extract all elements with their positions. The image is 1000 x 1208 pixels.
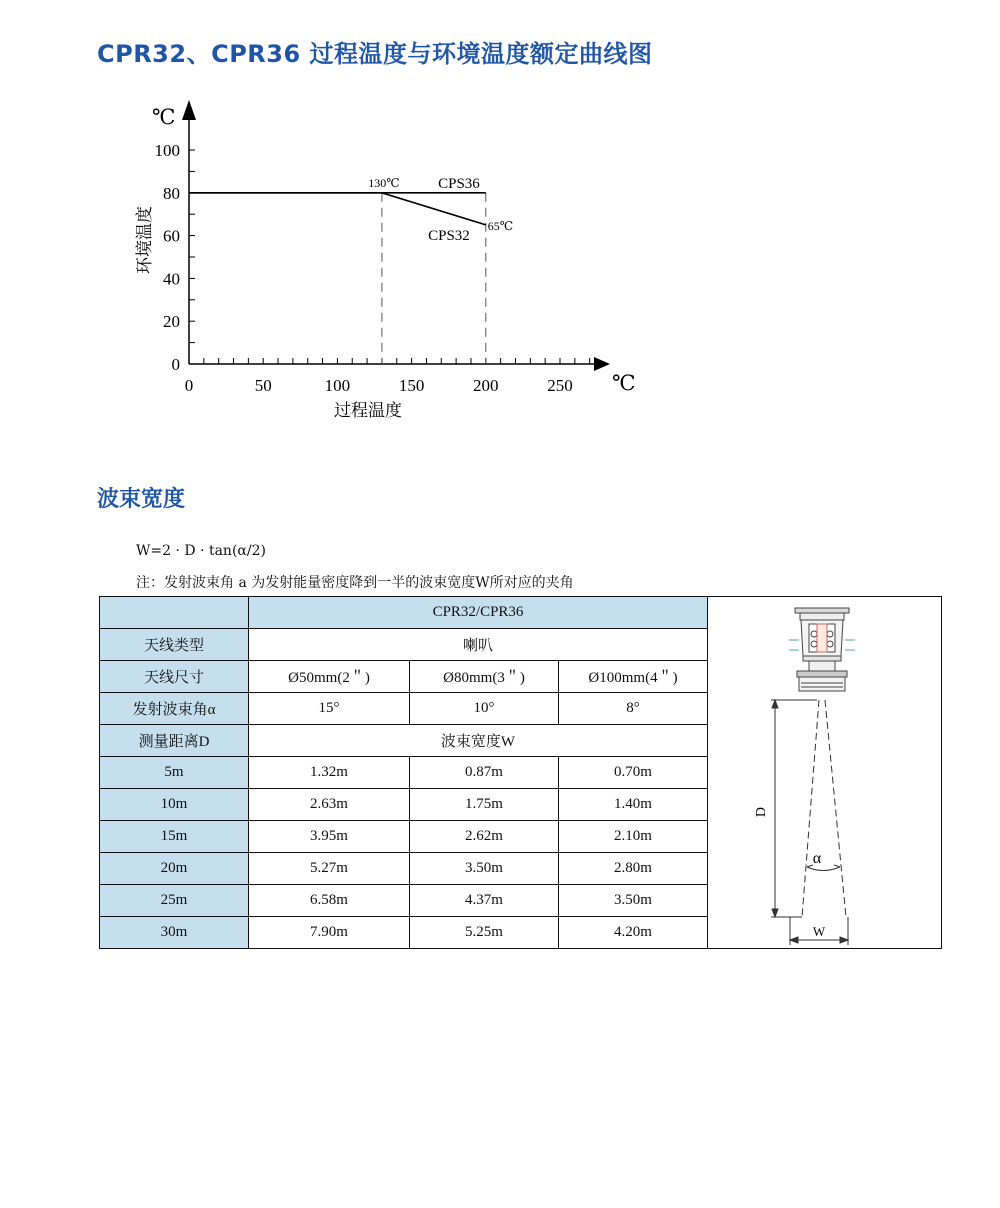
annotation-label: 130℃ [368,175,400,190]
table-row [100,597,942,629]
antenna-type-value: 喇叭 [249,629,708,661]
width-cell: 3.50m [559,885,708,917]
diagram-cell [708,597,942,949]
width-cell: 3.50m [410,853,559,885]
temperature-chart [0,0,1000,460]
size-cell: Ø80mm(3＂) [410,661,559,693]
width-cell: 2.62m [410,821,559,853]
series-label: CPS36 [438,175,480,192]
angle-cell: 10° [410,693,559,725]
y-tick-label: 20 [163,312,180,332]
y-axis-title: 环境温度 [135,206,154,274]
width-cell: 3.95m [249,821,410,853]
beam-note: 注：发射波束角 a 为发射能量密度降到一半的波束宽度W所对应的夹角 [136,575,574,591]
x-axis-arrow [594,357,610,371]
width-cell: 6.58m [249,885,410,917]
antenna-type-label: 天线类型 [100,629,249,661]
beam-angle-label: 发射波束角α [100,693,249,725]
radar-antenna-icon [789,608,855,691]
width-cell: 0.87m [410,757,559,789]
page-title: CPR32、CPR36 过程温度与环境温度额定曲线图 [97,40,653,68]
w-label: W [812,924,825,939]
width-cell: 2.80m [559,853,708,885]
y-axis-arrow [182,100,196,120]
distance-cell: 10m [100,789,249,821]
width-cell: 2.10m [559,821,708,853]
distance-cell: 20m [100,853,249,885]
x-tick-label: 100 [324,376,351,395]
x-tick-label: 250 [547,376,573,395]
model-header: CPR32/CPR36 [249,597,708,629]
x-tick-label: 200 [473,376,499,395]
width-cell: 2.63m [249,789,410,821]
width-cell: 1.32m [249,757,410,789]
width-cell: 5.27m [249,853,410,885]
distance-cell: 15m [100,821,249,853]
y-tick-label: 60 [163,226,180,246]
x-unit-label: ℃ [612,371,636,395]
distance-label: 测量距离D [100,725,249,757]
distance-cell: 5m [100,757,249,789]
annotation-label: 65℃ [487,218,514,233]
y-unit-label: ℃ [152,105,176,129]
antenna-size-label: 天线尺寸 [100,661,249,693]
size-cell: Ø50mm(2＂) [249,661,410,693]
beam-width-header: 波束宽度W [249,725,708,757]
x-axis-title: 过程温度 [334,401,402,420]
width-cell: 4.37m [410,885,559,917]
table-corner-cell [100,597,249,629]
y-tick-label: 100 [154,141,180,160]
beam-width-table [99,596,942,949]
distance-dimension [771,700,817,917]
d-label: D [753,806,769,818]
beam-cone [802,700,846,917]
beam-formula: W=2 · D · tan(α/2) [136,543,266,559]
distance-cell: 30m [100,917,249,949]
angle-cell: 8° [559,693,708,725]
width-cell: 4.20m [559,917,708,949]
series-label: CPS32 [428,227,470,244]
width-cell: 1.75m [410,789,559,821]
width-cell: 1.40m [559,789,708,821]
width-cell: 0.70m [559,757,708,789]
width-cell: 5.25m [410,917,559,949]
x-tick-label: 0 [184,376,194,395]
alpha-label: α [812,850,821,867]
beam-section-title: 波束宽度 [97,487,186,512]
distance-cell: 25m [100,885,249,917]
width-cell: 7.90m [249,917,410,949]
series-line-cps32 [189,193,486,225]
y-tick-label: 80 [163,183,180,203]
beam-diagram [725,600,925,945]
y-tick-label: 0 [171,355,180,374]
x-tick-label: 150 [398,376,425,395]
x-tick-label: 50 [254,376,272,395]
y-tick-label: 40 [163,269,180,289]
size-cell: Ø100mm(4＂) [559,661,708,693]
angle-cell: 15° [249,693,410,725]
